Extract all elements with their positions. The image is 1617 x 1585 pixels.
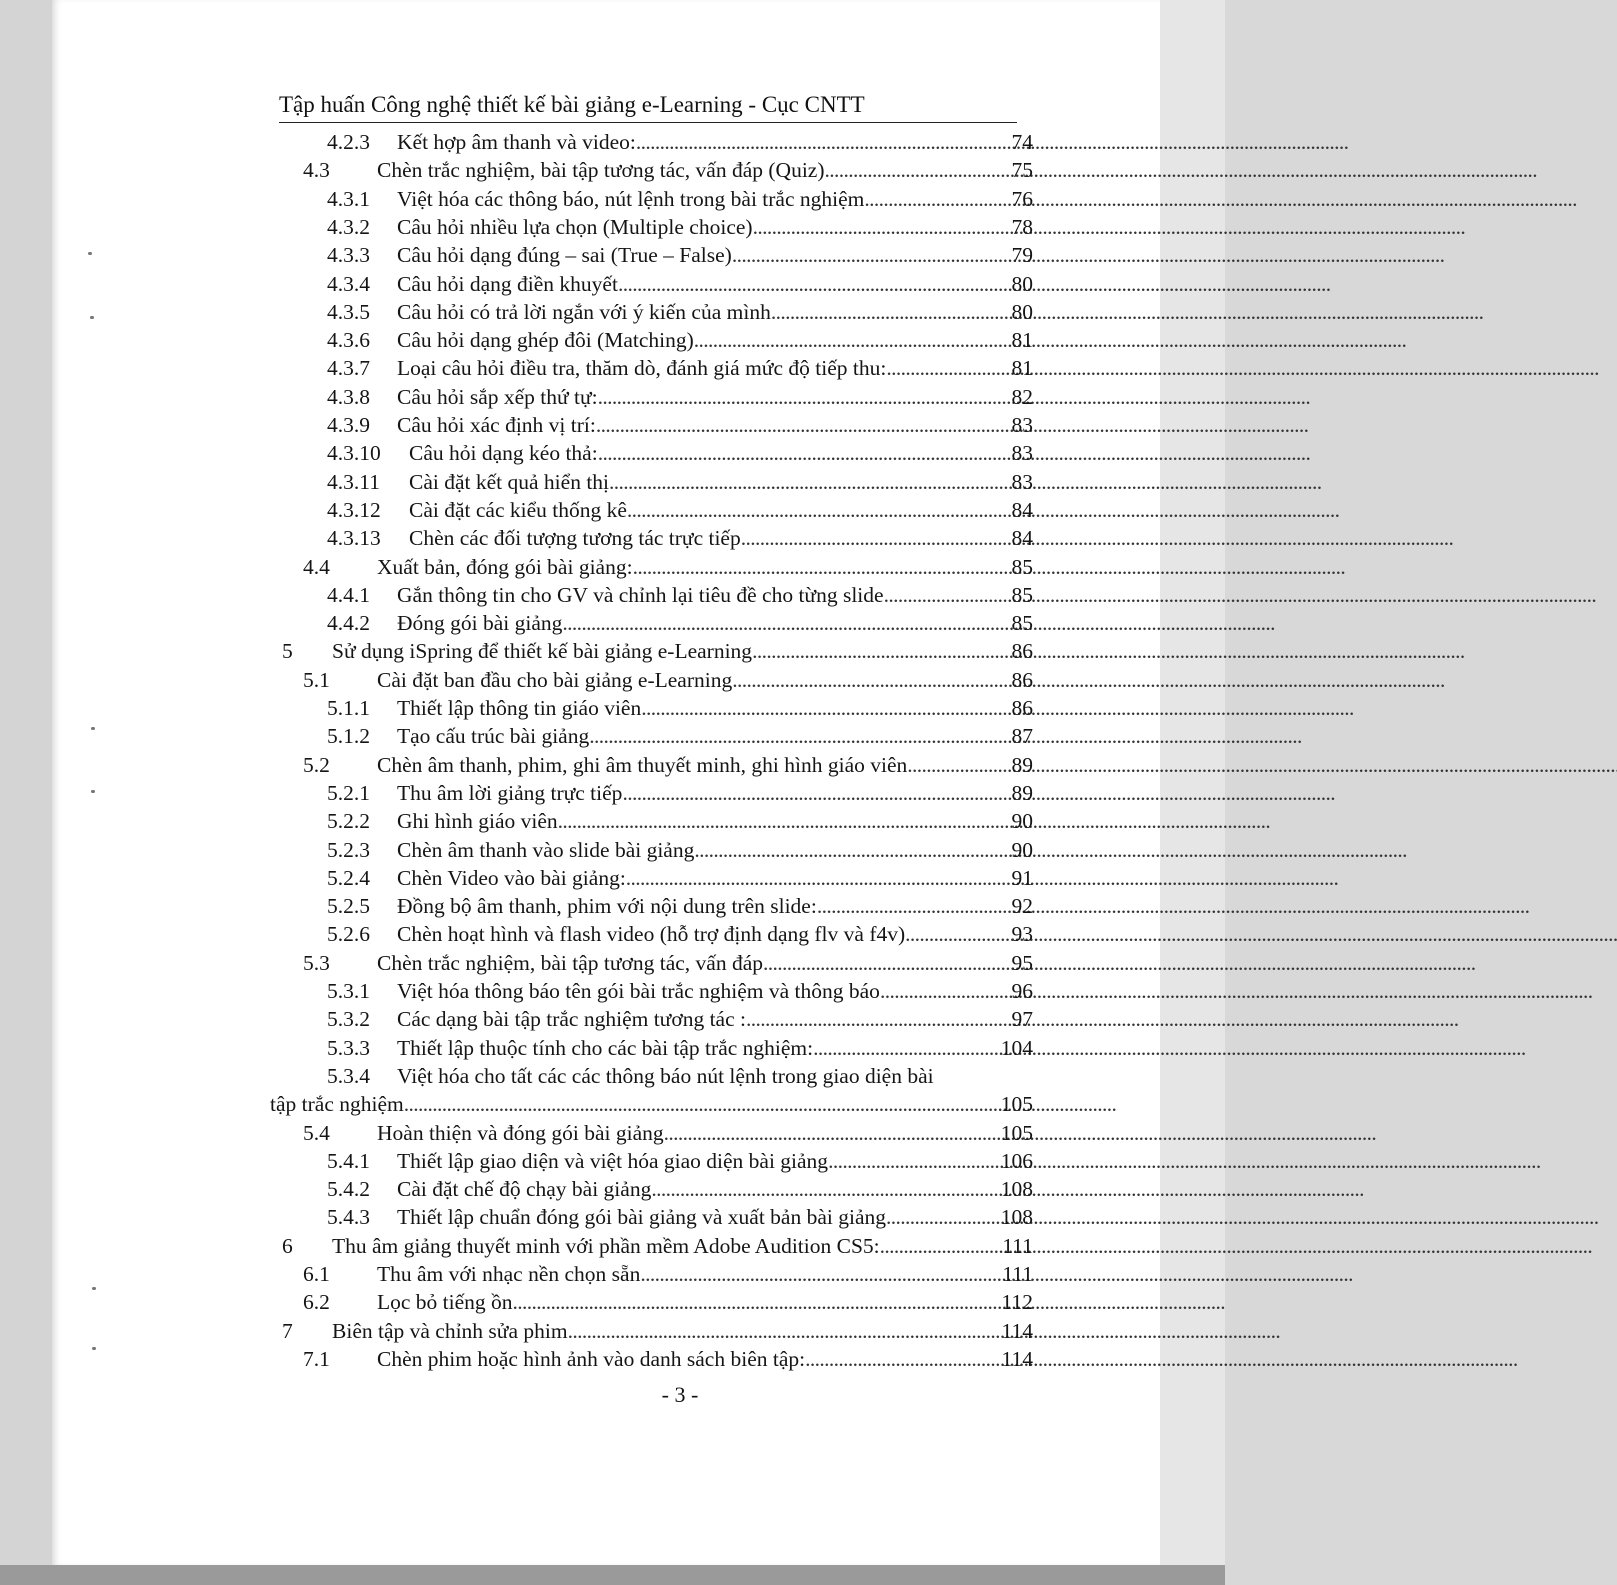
toc-entry-title: Chèn các đối tượng tương tác trực tiếp (409, 526, 741, 551)
toc-entry (327, 213, 1033, 241)
toc-entry-page: 85 (1011, 611, 1033, 636)
toc-entry-number: 5.2.6 (327, 922, 370, 947)
toc-entry-page: 86 (1011, 667, 1033, 692)
toc-entry-number: 4.3.3 (327, 243, 370, 268)
toc-entry-page: 82 (1011, 384, 1033, 409)
toc-entry (327, 411, 1033, 439)
toc-entry-page: 105 (1000, 1092, 1033, 1117)
toc-entry-page: 75 (1011, 158, 1033, 183)
toc-entry-number: 7 (282, 1318, 293, 1343)
toc-entry (327, 326, 1033, 354)
toc-dot-leader (752, 637, 1009, 665)
toc-entry-title: Việt hóa cho tất các các thông báo nút lệnh trong giao diện bài (397, 1063, 934, 1088)
toc-entry-number: 5.2.4 (327, 865, 370, 890)
toc-entry-title: Chèn trắc nghiệm, bài tập tương tác, vấn đáp (377, 950, 764, 975)
toc-entry-number: 4.4.2 (327, 611, 370, 636)
page-number: - 3 - (661, 1382, 699, 1407)
toc-entry (327, 581, 1033, 609)
toc-entry (282, 1232, 1033, 1260)
toc-entry-title: Câu hỏi dạng đúng – sai (True – False) (397, 243, 732, 268)
toc-entry-page: 105 (1000, 1120, 1033, 1145)
toc-entry (327, 920, 1033, 948)
toc-entry-title: Thu âm lời giảng trực tiếp (397, 780, 623, 805)
toc-entry (327, 609, 1033, 637)
toc-entry-page: 80 (1011, 299, 1033, 324)
toc-entry-page: 111 (1002, 1262, 1033, 1286)
toc-entry-page: 97 (1011, 1007, 1033, 1032)
toc-entry-title: Cài đặt kết quả hiển thị (409, 469, 610, 494)
toc-entry-page: 111 (1002, 1233, 1033, 1258)
toc-entry-page: 91 (1011, 865, 1033, 890)
toc-entry-title: Cài đặt chế độ chạy bài giảng (397, 1177, 652, 1202)
toc-entry-title: Đóng gói bài giảng (397, 611, 563, 636)
toc-entry-title: Chèn phim hoặc hình ảnh vào danh sách biên tập: (377, 1346, 806, 1371)
toc-entry (282, 1317, 1033, 1345)
toc-dot-leader (884, 581, 1010, 609)
toc-entry-number: 4.3.4 (327, 271, 370, 296)
toc-entry-number: 5.3 (303, 950, 330, 975)
toc-dot-leader (817, 892, 1010, 920)
toc-entry-title: Chèn Video vào bài giảng: (397, 865, 626, 890)
toc-entry-page: 79 (1011, 243, 1033, 268)
toc-entry-number: 5.3.4 (327, 1063, 370, 1088)
toc-entry-title: Thiết lập thông tin giáo viên (397, 696, 642, 720)
toc-entry-page: 114 (1001, 1318, 1033, 1343)
toc-entry-title: Thiết lập giao diện và việt hóa giao diện bài giảng (397, 1148, 829, 1173)
toc-entry (327, 298, 1033, 326)
toc-dot-leader (746, 1005, 1010, 1033)
toc-dot-leader (763, 949, 1009, 977)
toc-entry (327, 185, 1033, 213)
toc-entry-number: 5.4.1 (327, 1148, 370, 1173)
toc-entry (327, 1147, 1033, 1175)
scan-mark (92, 1287, 96, 1290)
toc-entry-title: tập trắc nghiệm (270, 1092, 404, 1117)
toc-dot-leader (627, 496, 1010, 524)
toc-entry-number: 5.2 (303, 752, 330, 777)
toc-entry-number: 4.3 (303, 158, 330, 183)
toc-entry-number: 4.4.1 (327, 582, 370, 607)
toc-entry-number: 4.3.5 (327, 299, 370, 324)
toc-entry-number: 5.2.3 (327, 837, 370, 862)
toc-entry-number: 5 (282, 639, 293, 664)
toc-dot-leader (880, 1232, 1001, 1260)
scan-mark (91, 790, 95, 793)
toc-entry-number: 6 (282, 1233, 293, 1258)
toc-dot-leader (732, 241, 1010, 269)
toc-entry-title: Cài đặt ban đầu cho bài giảng e-Learning (377, 667, 733, 692)
toc-entry-number: 4.3.2 (327, 214, 370, 239)
toc-entry (303, 1119, 1033, 1147)
toc-entry-page: 83 (1011, 469, 1033, 494)
toc-entry (327, 1203, 1033, 1231)
toc-entry-title: Các dạng bài tập trắc nghiệm tương tác : (397, 1007, 746, 1032)
toc-entry-number: 7.1 (303, 1346, 330, 1371)
toc-dot-leader (753, 213, 1010, 241)
toc-entry-number: 4.3.6 (327, 328, 370, 353)
scan-mark (90, 316, 94, 319)
toc-dot-leader (641, 694, 1009, 722)
toc-dot-leader (880, 977, 1010, 1005)
toc-entry-number: 4.3.9 (327, 413, 370, 437)
toc-dot-leader (622, 779, 1009, 807)
toc-entry (327, 1175, 1033, 1203)
toc-entry-number: 4.3.1 (327, 186, 370, 211)
toc-dot-leader (694, 836, 1009, 864)
toc-dot-leader (598, 439, 1010, 467)
toc-entry-number: 5.2.1 (327, 780, 370, 805)
toc-entry (327, 722, 1033, 750)
toc-entry-page: 83 (1011, 413, 1033, 437)
toc-entry (327, 354, 1033, 382)
toc-entry (327, 1034, 1033, 1062)
toc-entry (327, 270, 1033, 298)
toc-dot-leader (771, 298, 1010, 326)
toc-dot-leader (558, 807, 1010, 835)
toc-entry (327, 496, 1033, 524)
toc-entry-page: 86 (1011, 696, 1033, 720)
toc-entry-title: Câu hỏi có trả lời ngắn với ý kiến của mình (397, 299, 771, 324)
toc-entry-number: 5.1.2 (327, 724, 370, 749)
toc-entry-title: Việt hóa các thông báo, nút lệnh trong bài trắc nghiệm (397, 186, 865, 211)
toc-entry-title: Sử dụng iSpring để thiết kế bài giảng e-Learning (332, 639, 753, 664)
scan-bottom-edge (0, 1565, 1225, 1585)
toc-entry-page: 86 (1011, 639, 1033, 664)
toc-entry (327, 807, 1033, 835)
toc-entry (327, 241, 1033, 269)
toc-entry-title: Chèn âm thanh vào slide bài giảng (397, 837, 695, 862)
toc-entry-title: Gắn thông tin cho GV và chỉnh lại tiêu đề cho từng slide (397, 582, 884, 607)
toc-entry-page: 87 (1011, 724, 1033, 749)
toc-entry-page: 96 (1011, 979, 1033, 1003)
toc-dot-leader (864, 185, 1009, 213)
toc-entry-title: Hoàn thiện và đóng gói bài giảng (377, 1120, 664, 1145)
toc-entry-title: Chèn âm thanh, phim, ghi âm thuyết minh, ghi hình giáo viên (377, 752, 908, 777)
toc-entry-title: Câu hỏi xác định vị trí: (397, 413, 596, 437)
toc-entry-title: Biên tập và chỉnh sửa phim (332, 1318, 568, 1343)
toc-dot-leader (905, 920, 1009, 948)
toc-entry (303, 1288, 1033, 1316)
toc-dot-leader (562, 609, 1009, 637)
toc-entry (303, 553, 1033, 581)
toc-entry-number: 5.4.3 (327, 1205, 370, 1230)
toc-dot-leader (805, 1345, 999, 1373)
toc-dot-leader (907, 751, 1009, 779)
toc-entry-page: 80 (1011, 271, 1033, 296)
toc-entry-page: 81 (1011, 356, 1033, 381)
toc-entry-page: 106 (1000, 1148, 1033, 1173)
toc-dot-leader (813, 1034, 999, 1062)
toc-entry (327, 524, 1033, 552)
scan-mark (88, 252, 92, 255)
toc-entry-page: 78 (1011, 214, 1033, 239)
toc-entry-page: 89 (1011, 780, 1033, 805)
toc-entry-number: 6.1 (303, 1262, 330, 1286)
toc-dot-leader (626, 864, 1010, 892)
toc-dot-leader (886, 1203, 999, 1231)
toc-entry-title: Kết hợp âm thanh và video: (397, 130, 636, 154)
toc-entry-number: 4.3.7 (327, 356, 370, 381)
toc-entry (327, 383, 1033, 411)
toc-entry-number: 5.3.3 (327, 1035, 370, 1060)
toc-entry-page: 90 (1011, 837, 1033, 862)
toc-entry (303, 751, 1033, 779)
toc-entry-page: 108 (1000, 1177, 1033, 1202)
toc-entry-number: 4.3.12 (327, 497, 381, 522)
toc-dot-leader (741, 524, 1010, 552)
toc-entry-title: Tạo cấu trúc bài giảng (397, 724, 590, 749)
toc-entry-number: 5.2.5 (327, 894, 370, 919)
toc-entry-page: 85 (1011, 582, 1033, 607)
toc-entry (327, 977, 1033, 1005)
toc-entry (327, 1062, 1033, 1090)
toc-entry (303, 1345, 1033, 1373)
toc-dot-leader (598, 383, 1010, 411)
toc-entry-title: Chèn trắc nghiệm, bài tập tương tác, vấn đáp (Quiz) (377, 158, 825, 183)
toc-entry-page: 74 (1011, 130, 1033, 154)
toc-entry (327, 836, 1033, 864)
toc-entry-number: 5.3.1 (327, 979, 370, 1003)
toc-dot-leader (825, 156, 1010, 184)
toc-entry-title: Câu hỏi dạng ghép đôi (Matching) (397, 328, 694, 353)
toc-entry-page: 104 (1000, 1035, 1033, 1060)
toc-entry (303, 949, 1033, 977)
toc-entry-number: 5.1.1 (327, 696, 370, 720)
toc-entry-page: 92 (1011, 894, 1033, 919)
toc-entry-title: Thiết lập chuẩn đóng gói bài giảng và xuất bản bài giảng (397, 1205, 886, 1230)
toc-entry-number: 5.4 (303, 1120, 330, 1145)
toc-dot-leader (886, 354, 1009, 382)
toc-entry (327, 1005, 1033, 1033)
toc-entry-page: 85 (1011, 554, 1033, 579)
toc-entry-title: Câu hỏi dạng điền khuyết (397, 271, 618, 296)
toc-entry (282, 637, 1033, 665)
toc-entry-page: 95 (1011, 950, 1033, 975)
toc-entry-title: Thu âm giảng thuyết minh với phần mềm Adobe Audition CS5: (332, 1233, 880, 1258)
toc-dot-leader (568, 1317, 1000, 1345)
toc-entry (327, 694, 1033, 722)
toc-entry-title: Câu hỏi nhiều lựa chọn (Multiple choice) (397, 214, 753, 239)
toc-entry-title: Đồng bộ âm thanh, phim với nội dung trên slide: (397, 894, 817, 919)
toc-entry (270, 1090, 1033, 1118)
toc-entry (327, 779, 1033, 807)
toc-entry (327, 439, 1033, 467)
toc-entry-page: 108 (1000, 1205, 1033, 1230)
toc-entry-page: 81 (1011, 328, 1033, 353)
toc-entry-title: Việt hóa thông báo tên gói bài trắc nghiệm và thông báo (397, 979, 880, 1003)
toc-dot-leader (589, 722, 1009, 750)
toc-entry-number: 6.2 (303, 1290, 330, 1315)
toc-entry-number: 4.2.3 (327, 130, 370, 154)
toc-entry-number: 4.4 (303, 554, 330, 579)
toc-entry (327, 128, 1033, 156)
toc-entry (303, 1260, 1033, 1288)
toc-entry (303, 156, 1033, 184)
toc-entry-title: Lọc bỏ tiếng ồn (377, 1290, 513, 1315)
toc-entry-title: Chèn hoạt hình và flash video (hỗ trợ định dạng flv và f4v) (397, 922, 906, 947)
toc-entry (327, 864, 1033, 892)
toc-entry-number: 5.4.2 (327, 1177, 370, 1202)
toc-dot-leader (732, 666, 1009, 694)
toc-entry-title: Xuất bản, đóng gói bài giảng: (377, 554, 633, 579)
toc-entry-number: 5.1 (303, 667, 330, 692)
toc-entry-page: 76 (1011, 186, 1033, 211)
toc-entry-number: 4.3.11 (327, 469, 380, 494)
toc-dot-leader (651, 1175, 998, 1203)
toc-entry-title: Ghi hình giáo viên (397, 809, 558, 834)
toc-dot-leader (664, 1119, 999, 1147)
toc-entry (327, 892, 1033, 920)
toc-entry-title: Thiết lập thuộc tính cho các bài tập trắc nghiệm: (397, 1035, 814, 1060)
page-header: Tập huấn Công nghệ thiết kế bài giảng e-Learning - Cục CNTT (279, 90, 1017, 123)
toc-dot-leader (694, 326, 1010, 354)
toc-entry (303, 666, 1033, 694)
toc-dot-leader (404, 1090, 999, 1118)
toc-entry-page: 112 (1001, 1290, 1033, 1315)
toc-entry-number: 4.3.8 (327, 384, 370, 409)
toc-entry-number: 5.2.2 (327, 809, 370, 834)
toc-dot-leader (618, 270, 1010, 298)
toc-entry-title: Thu âm với nhạc nền chọn sẵn (377, 1262, 641, 1286)
toc-dot-leader (513, 1288, 1000, 1316)
scan-mark (92, 1347, 96, 1350)
toc-dot-leader (633, 553, 1010, 581)
toc-dot-leader (640, 1260, 1000, 1288)
toc-entry-number: 4.3.10 (327, 441, 381, 466)
toc-dot-leader (636, 128, 1010, 156)
toc-entry (327, 468, 1033, 496)
toc-entry-title: Loại câu hỏi điều tra, thăm dò, đánh giá mức độ tiếp thu: (397, 356, 887, 381)
toc-dot-leader (828, 1147, 999, 1175)
toc-entry-page: 90 (1011, 809, 1033, 834)
toc-entry-number: 5.3.2 (327, 1007, 370, 1032)
toc-entry-page: 93 (1011, 922, 1033, 947)
toc-entry-title: Câu hỏi sắp xếp thứ tự: (397, 384, 598, 409)
scan-mark (91, 727, 95, 730)
toc-entry-page: 84 (1011, 526, 1033, 551)
toc-entry-page: 114 (1001, 1346, 1033, 1371)
toc-entry-page: 83 (1011, 441, 1033, 466)
toc-entry-title: Cài đặt các kiểu thống kê (409, 497, 627, 522)
toc-entry-title: Câu hỏi dạng kéo thả: (409, 441, 598, 466)
toc-entry-number: 4.3.13 (327, 526, 381, 551)
toc-entry-page: 89 (1011, 752, 1033, 777)
toc-entry-page: 84 (1011, 497, 1033, 522)
toc-dot-leader (609, 468, 1009, 496)
toc-dot-leader (596, 411, 1010, 439)
